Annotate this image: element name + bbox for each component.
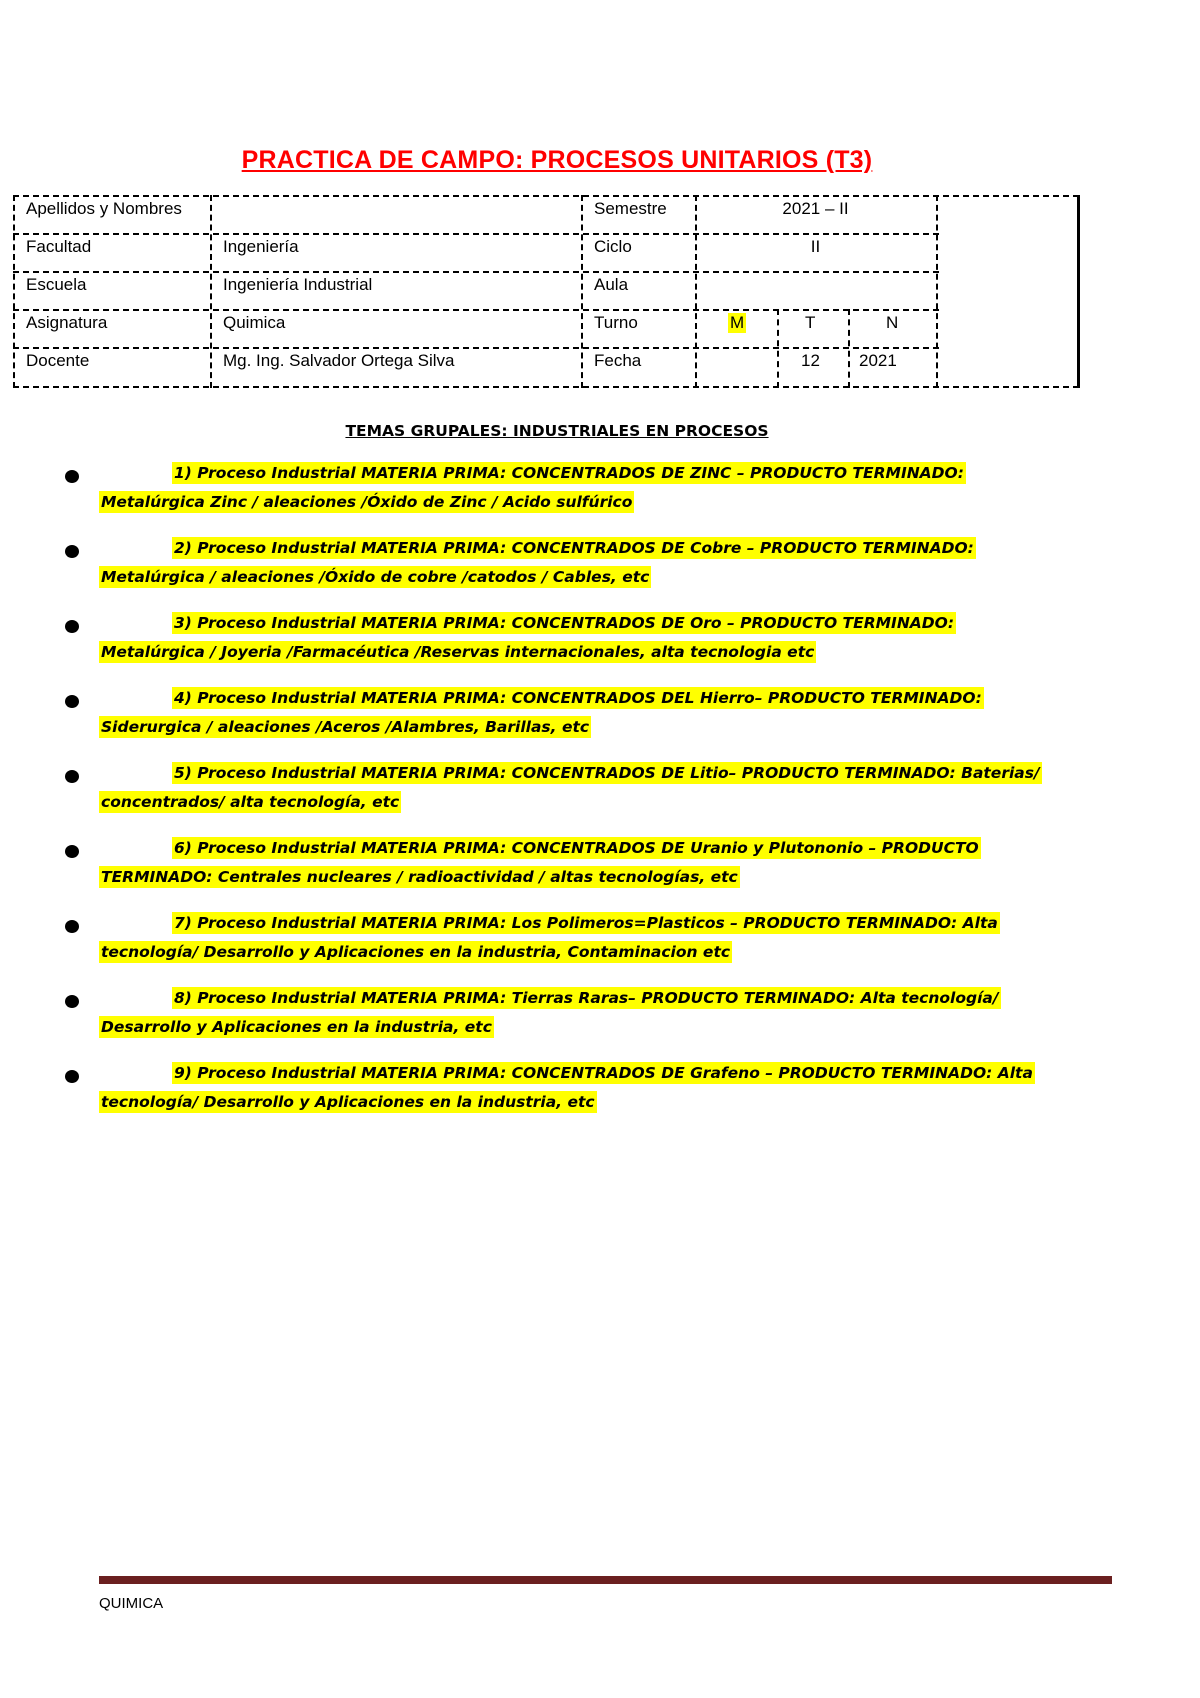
bullet-icon (65, 920, 79, 933)
table-row-divider (13, 271, 939, 273)
table-row-divider (13, 347, 939, 349)
topic-line-1: 4) Proceso Industrial MATERIA PRIMA: CONCENTRADOS DEL Hierro– PRODUCTO TERMINADO: (174, 689, 982, 707)
label-docente: Docente (26, 351, 90, 370)
topic-line-2: tecnología/ Desarrollo y Aplicaciones en la industria, Contaminacion etc (101, 943, 731, 961)
footer-divider (99, 1576, 1112, 1584)
topic-line-2: Siderurgica / aleaciones /Aceros /Alambres, Barillas, etc (101, 718, 590, 736)
label-aula: Aula (594, 275, 629, 294)
info-table (13, 195, 1079, 389)
bullet-icon (65, 995, 79, 1008)
table-col-divider (936, 195, 938, 388)
topic-line-2: Metalúrgica / Joyeria /Farmacéutica /Reservas internacionales, alta tecnologia etc (101, 643, 815, 661)
table-border-right (1077, 195, 1080, 388)
topic-line-1: 1) Proceso Industrial MATERIA PRIMA: CONCENTRADOS DE ZINC – PRODUCTO TERMINADO: (174, 464, 964, 482)
bullet-icon (65, 545, 79, 558)
fecha-anio: 2021 (859, 351, 897, 370)
label-turno: Turno (594, 313, 638, 332)
bullet-icon (65, 620, 79, 633)
table-col-divider (581, 195, 583, 388)
topic-line-2: tecnología/ Desarrollo y Aplicaciones en la industria, etc (101, 1093, 595, 1111)
value-ciclo: II (810, 237, 821, 256)
value-escuela: Ingeniería Industrial (223, 275, 373, 294)
bullet-icon (65, 695, 79, 708)
label-apellidos: Apellidos y Nombres (26, 199, 182, 218)
footer-label: QUIMICA (99, 1595, 164, 1612)
topic-line-2: concentrados/ alta tecnología, etc (101, 793, 400, 811)
topic-line-1: 5) Proceso Industrial MATERIA PRIMA: CONCENTRADOS DE Litio– PRODUCTO TERMINADO: Baterias/ (174, 764, 1040, 782)
table-row-divider (13, 233, 939, 235)
value-asignatura: Quimica (223, 313, 286, 332)
topic-line-2: TERMINADO: Centrales nucleares / radioactividad / altas tecnologías, etc (101, 868, 738, 886)
turno-m: M (730, 313, 745, 332)
value-facultad: Ingeniería (223, 237, 299, 256)
bullet-icon (65, 1070, 79, 1083)
table-col-divider (695, 195, 697, 388)
label-semestre: Semestre (594, 199, 667, 218)
turno-n: N (886, 313, 899, 332)
table-col-divider (777, 309, 779, 388)
bullet-icon (65, 470, 79, 483)
table-row-divider (13, 309, 939, 311)
topic-line-1: 6) Proceso Industrial MATERIA PRIMA: CONCENTRADOS DE Uranio y Plutononio – PRODUCTO (174, 839, 979, 857)
value-docente: Mg. Ing. Salvador Ortega Silva (223, 351, 455, 370)
label-asignatura: Asignatura (26, 313, 108, 332)
turno-t: T (805, 313, 816, 332)
bullet-icon (65, 770, 79, 783)
section-subtitle: TEMAS GRUPALES: INDUSTRIALES EN PROCESOS (345, 422, 769, 440)
table-col-divider (210, 195, 212, 388)
topic-line-1: 3) Proceso Industrial MATERIA PRIMA: CONCENTRADOS DE Oro – PRODUCTO TERMINADO: (174, 614, 955, 632)
label-facultad: Facultad (26, 237, 92, 256)
topic-line-1: 9) Proceso Industrial MATERIA PRIMA: CONCENTRADOS DE Grafeno – PRODUCTO TERMINADO: Alta (174, 1064, 1033, 1082)
label-fecha: Fecha (594, 351, 642, 370)
topic-line-1: 7) Proceso Industrial MATERIA PRIMA: Los Polimeros=Plasticos – PRODUCTO TERMINADO: Alta (174, 914, 998, 932)
page-title: PRACTICA DE CAMPO: PROCESOS UNITARIOS (T3) (241, 146, 873, 174)
bullet-icon (65, 845, 79, 858)
table-border-top (13, 195, 1079, 197)
table-col-divider (848, 309, 850, 388)
label-ciclo: Ciclo (594, 237, 632, 256)
table-border-bottom (13, 386, 1079, 388)
table-col-divider (13, 195, 15, 388)
label-escuela: Escuela (26, 275, 87, 294)
topic-line-2: Metalúrgica / aleaciones /Óxido de cobre /catodos / Cables, etc (101, 568, 650, 586)
topic-line-1: 8) Proceso Industrial MATERIA PRIMA: Tierras Raras– PRODUCTO TERMINADO: Alta tecnología/ (174, 989, 999, 1007)
topic-line-2: Metalúrgica Zinc / aleaciones /Óxido de Zinc / Acido sulfúrico (101, 493, 633, 511)
topic-line-2: Desarrollo y Aplicaciones en la industria, etc (101, 1018, 492, 1036)
value-semestre: 2021 – II (782, 199, 849, 218)
topic-line-1: 2) Proceso Industrial MATERIA PRIMA: CONCENTRADOS DE Cobre – PRODUCTO TERMINADO: (174, 539, 974, 557)
fecha-mes: 12 (801, 351, 820, 370)
